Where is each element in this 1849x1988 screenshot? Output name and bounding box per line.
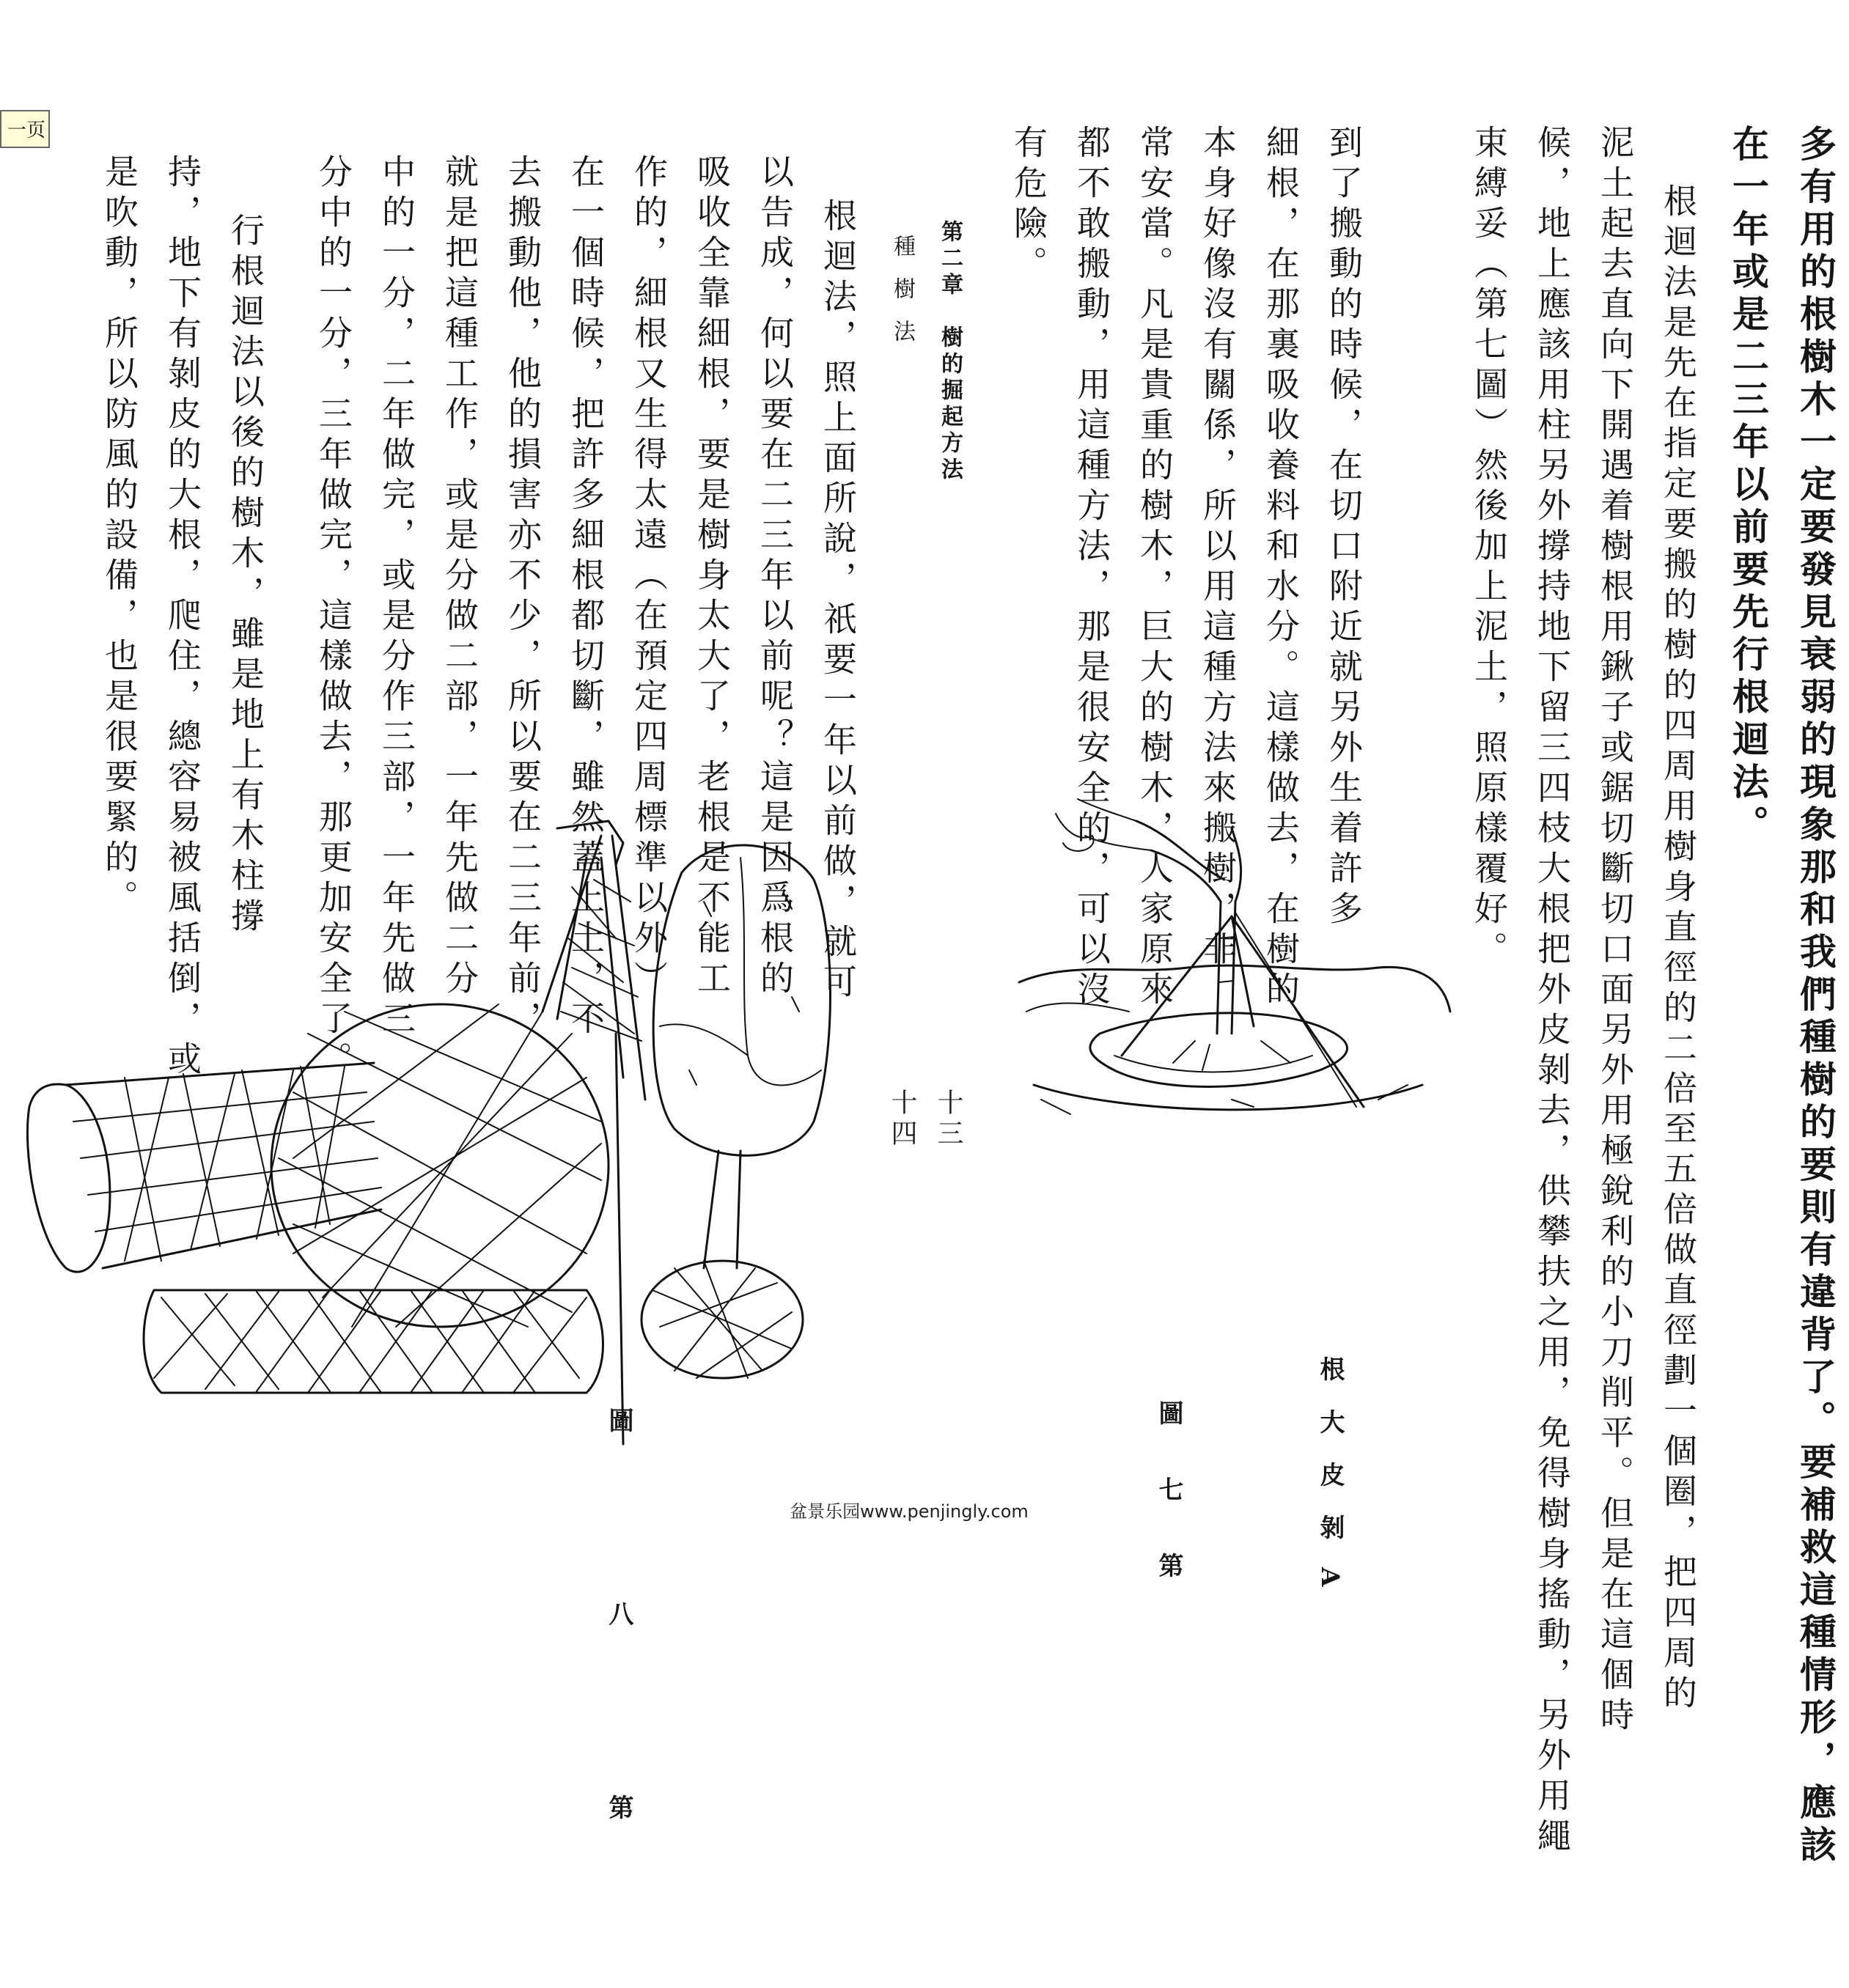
figure-8-caption: 圖八第 xyxy=(604,1407,633,1988)
previous-page-button[interactable]: 一页 xyxy=(0,110,50,148)
text-column: 到了搬動的時候，在切口附近就另外生着許多 xyxy=(1324,125,1364,931)
text-column: 本身好像沒有關係，所以用這種方法來搬樹，非 xyxy=(1198,125,1238,971)
text-column: 候，地上應該用柱另外撐持地下留三四枝大根把外皮剝去，供攀扶之用，免得樹身搖動，另外用繩 xyxy=(1532,125,1572,1858)
text-column: 吸收全靠細根，要是樹身太大了，老根是不能工 xyxy=(692,154,732,1001)
text-column: 有危險。 xyxy=(1009,125,1048,286)
running-header-book: 種樹法 xyxy=(889,235,915,362)
text-column: 去搬動他，他的損害亦不少，所以要在二三年前， xyxy=(503,154,543,1041)
text-column: 常安當。凡是貴重的樹木，巨大的樹木，人家原來 xyxy=(1135,125,1175,1012)
figure-7-illustration xyxy=(1012,792,1452,1173)
text-column: 以告成，何以要在二三年以前呢？這是因爲根的 xyxy=(755,154,795,1001)
text-column: 在一個時候，把許多細根都切斷，雖然蓋上土，不 xyxy=(566,154,606,1041)
figure-7-caption: 圖七第 xyxy=(1154,1400,1183,1629)
page-number: 十三 xyxy=(933,1089,963,1150)
text-column: 多有用的根樹木一定要發見衰弱的現象那和我們種樹的要則有違背了。要補救這種情形，應該 xyxy=(1794,125,1837,1868)
text-column: 分中的一分，三年做完，這樣做去，那更加安全了。 xyxy=(314,154,353,1081)
text-column: 就是把這種工作，或是分做二部，一年先做二分 xyxy=(440,154,479,1001)
text-column: 在一年或是二三年以前要先行根迴法。 xyxy=(1727,125,1770,847)
watermark-footer: 盆景乐园www.penjingly.com xyxy=(790,1501,1029,1522)
figure-7-label: 根大皮剝A xyxy=(1315,1356,1345,1615)
text-column: 細根，在那裏吸收養料和水分。這樣做去，在樹的 xyxy=(1261,125,1301,1012)
text-column: 束縛妥（第七圖）然後加上泥土，照原樣覆好。 xyxy=(1469,125,1509,971)
text-column: 根迴法，照上面所說，祇要一年以前做，就可 xyxy=(818,198,858,1004)
text-column: 根迴法是先在指定要搬的樹的四周用樹身直徑的二倍至五倍做直徑劃一個圈，把四周的 xyxy=(1658,183,1698,1715)
text-column: 作的，細根又生得太遠（在預定四周標準以外） xyxy=(629,154,669,1001)
running-header-chapter: 第二章 樹的掘起方法 xyxy=(937,220,963,484)
text-column: 中的一分，二年做完，或是分作三部，一年先做三 xyxy=(377,154,416,1041)
text-column: 行根迴法以後的樹木，雖是地上有木柱撐 xyxy=(226,213,265,938)
text-column: 都不敢搬動，用這種方法，那是很安全的，可以沒 xyxy=(1072,125,1111,1012)
text-column: 是吹動，所以防風的設備，也是很要緊的。 xyxy=(100,154,139,920)
figure-8-illustration xyxy=(15,814,850,1400)
text-column: 持，地下有剝皮的大根，爬住，總容易被風括倒，或 xyxy=(163,154,202,1081)
page-number: 十四 xyxy=(887,1089,917,1150)
text-column: 泥土起去直向下開遇着樹根用鍬子或鋸切斷切口面另外用極銳利的小刀削平。但是在這個時 xyxy=(1595,125,1635,1737)
